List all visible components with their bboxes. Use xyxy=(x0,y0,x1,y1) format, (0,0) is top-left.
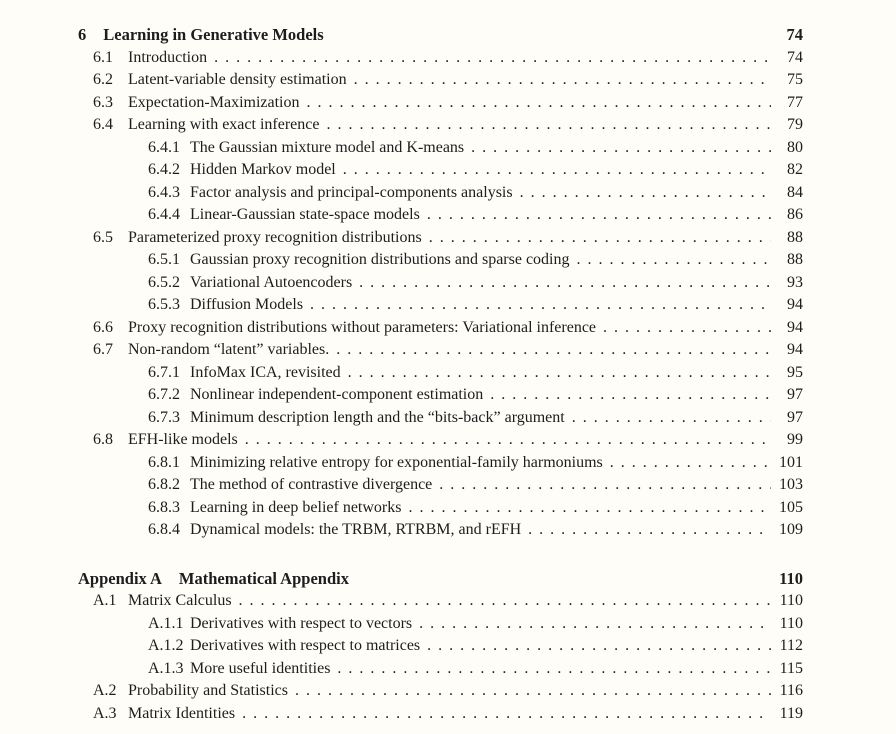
section-title: Variational Autoencoders xyxy=(190,273,353,291)
dot-leader xyxy=(319,114,771,137)
section-number: A.1.3 xyxy=(148,659,184,677)
section-title: Gaussian proxy recognition distributions and sparse coding xyxy=(190,251,570,268)
section-title: Parameterized proxy recognition distributions xyxy=(128,228,422,246)
toc-entry[interactable] xyxy=(78,613,803,636)
dot-leader xyxy=(565,407,771,430)
section-page-number: 94 xyxy=(787,318,803,336)
dot-leader xyxy=(521,519,771,542)
section-number: 6.2 xyxy=(93,71,113,88)
dot-leader xyxy=(329,339,771,362)
dot-leader xyxy=(341,362,771,385)
section-number: 6.4.2 xyxy=(148,161,180,178)
section-number: 6.5 xyxy=(93,228,113,246)
section-page-number: 88 xyxy=(787,251,803,268)
section-number: A.1 xyxy=(93,592,117,609)
section-title: Minimizing relative entropy for exponential-family harmoniums xyxy=(190,453,603,471)
section-number: 6.7 xyxy=(93,341,113,358)
toc-entry[interactable] xyxy=(78,317,803,340)
chapter-number: 6 xyxy=(78,25,87,44)
section-number: A.1.2 xyxy=(148,637,184,654)
toc-entry[interactable] xyxy=(78,294,803,317)
toc-entry[interactable] xyxy=(78,362,803,385)
section-number: 6.6 xyxy=(93,318,113,336)
section-page-number: 115 xyxy=(779,659,803,677)
chapter-page-number: 110 xyxy=(779,568,803,588)
section-title: Matrix Calculus xyxy=(128,592,232,609)
chapter-title: Learning in Generative Models xyxy=(103,25,324,44)
section-title: Derivatives with respect to matrices xyxy=(190,637,421,654)
dot-leader xyxy=(330,658,771,681)
dot-leader xyxy=(401,497,771,520)
section-page-number: 74 xyxy=(787,48,803,66)
section-number: A.3 xyxy=(93,704,117,722)
section-title: Derivatives with respect to vectors xyxy=(190,614,413,632)
section-title: Learning with exact inference xyxy=(128,116,320,133)
section-title: Matrix Identities xyxy=(128,704,236,722)
toc-chapter-heading[interactable] xyxy=(78,568,803,591)
section-number: 6.7.1 xyxy=(148,363,180,381)
section-page-number: 112 xyxy=(779,637,803,654)
section-page-number: 94 xyxy=(787,296,803,313)
toc-entry[interactable] xyxy=(78,407,803,430)
section-page-number: 103 xyxy=(779,476,803,493)
section-number: A.1.1 xyxy=(148,614,184,632)
section-page-number: 88 xyxy=(787,228,803,246)
toc xyxy=(78,24,803,725)
section-title: Learning in deep belief networks xyxy=(190,498,402,516)
section-number: 6.4 xyxy=(93,116,113,133)
section-number: 6.5.2 xyxy=(148,273,180,291)
dot-leader xyxy=(235,703,771,726)
section-number: 6.4.3 xyxy=(148,183,180,201)
section-page-number: 110 xyxy=(779,592,803,609)
section-title: Hidden Markov model xyxy=(190,161,336,178)
dot-leader xyxy=(352,272,771,295)
section-page-number: 80 xyxy=(787,138,803,156)
section-title: Latent-variable density estimation xyxy=(128,71,347,88)
section-page-number: 86 xyxy=(787,206,803,223)
section-page-number: 110 xyxy=(779,614,803,632)
toc-entry[interactable] xyxy=(78,47,803,70)
dot-leader xyxy=(483,384,771,407)
section-number: 6.7.2 xyxy=(148,386,180,403)
section-number: 6.8.2 xyxy=(148,476,180,493)
section-page-number: 101 xyxy=(779,453,803,471)
section-title: Dynamical models: the TRBM, RTRBM, and rEFH xyxy=(190,521,522,538)
dot-leader xyxy=(432,474,771,497)
dot-leader xyxy=(232,590,771,613)
dot-leader xyxy=(420,635,771,658)
section-page-number: 99 xyxy=(787,431,803,448)
toc-entry[interactable] xyxy=(78,429,803,452)
section-title: The Gaussian mixture model and K-means xyxy=(190,138,465,156)
chapter-title: Mathematical Appendix xyxy=(178,568,349,588)
toc-entry[interactable] xyxy=(78,272,803,295)
section-page-number: 93 xyxy=(787,273,803,291)
section-number: 6.5.3 xyxy=(148,296,180,313)
dot-leader xyxy=(603,452,771,475)
dot-leader xyxy=(288,680,771,703)
chapter-number: Appendix A xyxy=(78,568,162,588)
section-number: 6.4.1 xyxy=(148,138,180,156)
toc-entry[interactable] xyxy=(78,249,803,272)
section-number: 6.8.4 xyxy=(148,521,180,538)
dot-leader xyxy=(420,204,771,227)
section-title: Nonlinear independent-component estimation xyxy=(190,386,484,403)
section-page-number: 84 xyxy=(787,183,803,201)
section-number: 6.1 xyxy=(93,48,113,66)
toc-entry[interactable] xyxy=(78,114,803,137)
section-page-number: 77 xyxy=(787,93,803,111)
section-number: 6.8.1 xyxy=(148,453,180,471)
dot-leader xyxy=(336,159,771,182)
toc-block xyxy=(78,24,803,542)
toc-entry[interactable] xyxy=(78,635,803,658)
toc-entry[interactable] xyxy=(78,69,803,92)
dot-leader xyxy=(513,182,771,205)
dot-leader xyxy=(464,137,771,160)
toc-entry[interactable] xyxy=(78,92,803,115)
section-title: More useful identities xyxy=(190,659,331,677)
toc-entry[interactable] xyxy=(78,339,803,362)
toc-entry[interactable] xyxy=(78,658,803,681)
section-title: Proxy recognition distributions without parameters: Variational inference xyxy=(128,318,597,336)
section-title: The method of contrastive divergence xyxy=(190,476,433,493)
section-title: Introduction xyxy=(128,48,208,66)
dot-leader xyxy=(596,317,771,340)
section-page-number: 95 xyxy=(787,363,803,381)
dot-leader xyxy=(422,227,771,250)
dot-leader xyxy=(238,429,771,452)
section-page-number: 119 xyxy=(779,704,803,722)
section-page-number: 82 xyxy=(787,161,803,178)
section-number: 6.8 xyxy=(93,431,113,448)
section-page-number: 94 xyxy=(787,341,803,358)
dot-leader xyxy=(347,69,771,92)
toc-entry[interactable] xyxy=(78,227,803,250)
toc-entry[interactable] xyxy=(78,703,803,726)
dot-leader xyxy=(412,613,771,636)
section-number: A.2 xyxy=(93,682,117,699)
toc-entry[interactable] xyxy=(78,204,803,227)
dot-leader xyxy=(570,249,772,272)
toc-entry[interactable] xyxy=(78,590,803,613)
toc-entry[interactable] xyxy=(78,384,803,407)
section-title: Expectation-Maximization xyxy=(128,93,300,111)
section-page-number: 79 xyxy=(787,116,803,133)
toc-chapter-heading[interactable] xyxy=(78,24,803,47)
section-number: 6.8.3 xyxy=(148,498,180,516)
chapter-page-number: 74 xyxy=(786,25,803,44)
section-page-number: 97 xyxy=(787,408,803,426)
toc-entry[interactable] xyxy=(78,680,803,703)
section-number: 6.7.3 xyxy=(148,408,180,426)
toc-entry[interactable] xyxy=(78,182,803,205)
dot-leader xyxy=(303,294,771,317)
toc-entry[interactable] xyxy=(78,159,803,182)
toc-block xyxy=(78,568,803,726)
section-number: 6.3 xyxy=(93,93,113,111)
section-title: Diffusion Models xyxy=(190,296,304,313)
section-page-number: 105 xyxy=(779,498,803,516)
toc-entry[interactable] xyxy=(78,519,803,542)
section-number: 6.4.4 xyxy=(148,206,180,223)
section-title: Factor analysis and principal-components analysis xyxy=(190,183,513,201)
section-title: Linear-Gaussian state-space models xyxy=(190,206,420,223)
toc-entry[interactable] xyxy=(78,452,803,475)
section-page-number: 97 xyxy=(787,386,803,403)
section-title: Non-random “latent” variables. xyxy=(128,341,330,358)
section-title: EFH-like models xyxy=(128,431,238,448)
section-number: 6.5.1 xyxy=(148,251,180,268)
section-page-number: 116 xyxy=(779,682,803,699)
section-title: InfoMax ICA, revisited xyxy=(190,363,341,381)
section-page-number: 75 xyxy=(787,71,803,88)
toc-entry[interactable] xyxy=(78,137,803,160)
section-title: Probability and Statistics xyxy=(128,682,288,699)
section-title: Minimum description length and the “bits-back” argument xyxy=(190,408,565,426)
dot-leader xyxy=(300,92,772,115)
toc-entry[interactable] xyxy=(78,497,803,520)
dot-leader xyxy=(207,47,771,70)
section-page-number: 109 xyxy=(779,521,803,538)
toc-entry[interactable] xyxy=(78,474,803,497)
